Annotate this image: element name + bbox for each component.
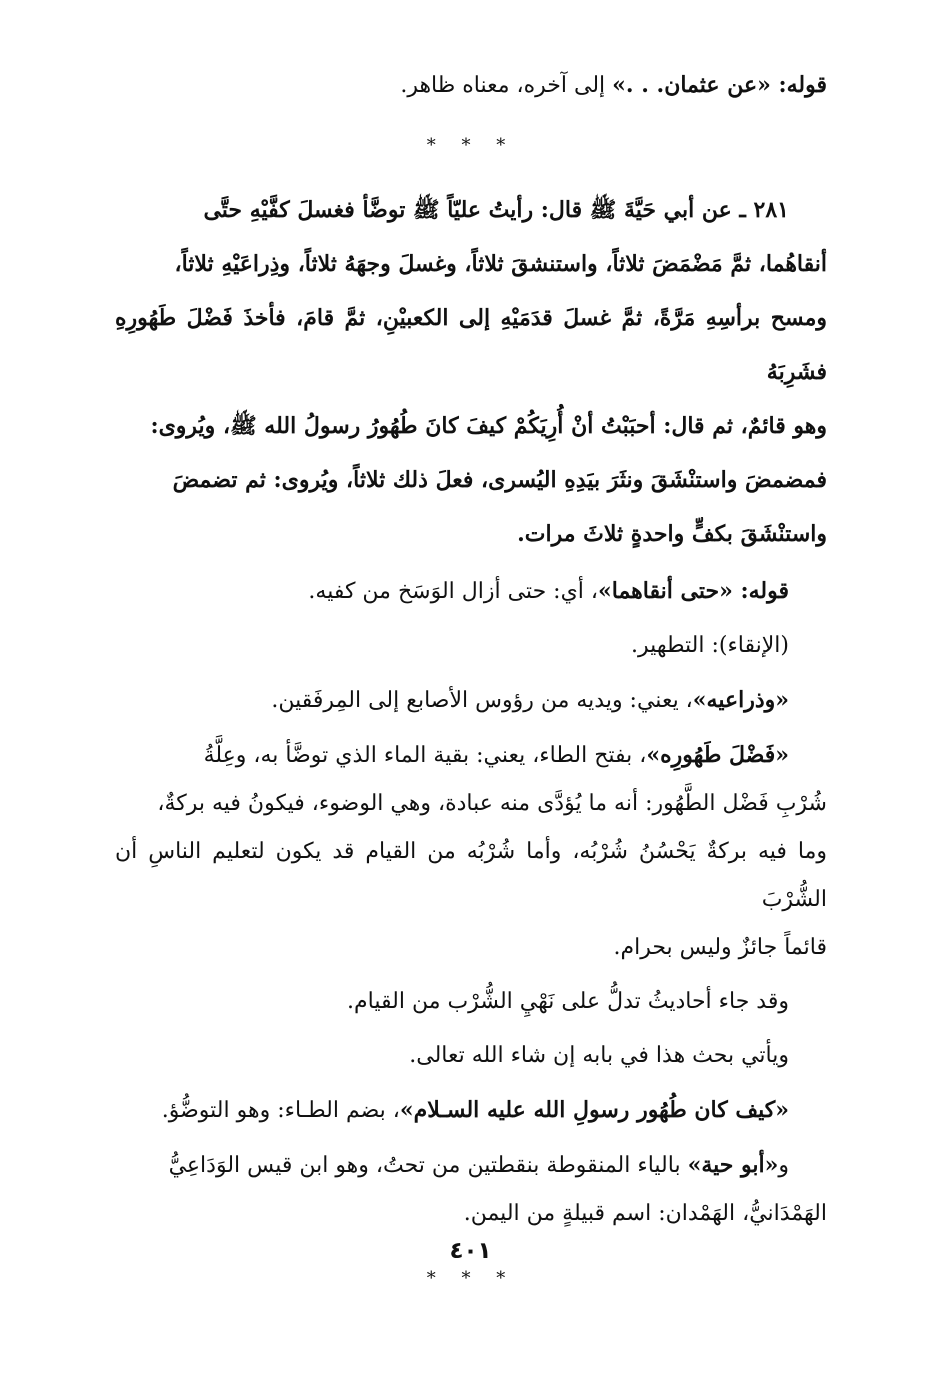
commentary-text: ، أي: حتى أزال الوَسَخ من كفيه. xyxy=(308,579,598,604)
commentary-paragraph: وقد جاء أحاديثُ تدلُّ على نَهْيِ الشُّرْب من القيام. xyxy=(347,989,789,1014)
commentary-term: قوله: «حتى أنقاهما» xyxy=(598,578,789,604)
commentary-text: بالياء المنقوطة بنقطتين من تحتُ، وهو ابن قيس الوَدَاعِيُّ xyxy=(168,1153,688,1178)
hadith-line: وهو قائمٌ، ثم قال: أحبَبْتُ أنْ أُرِيَكُمْ كيفَ كانَ طُهُورُ رسولُ الله ﷺ، ويُروى: xyxy=(150,413,827,439)
page-body xyxy=(115,62,827,1312)
commentary-term: «وذراعيه» xyxy=(692,687,789,713)
commentary-term: «كيف كان طُهُور رسولِ الله عليه السـلام» xyxy=(399,1097,789,1123)
separator-stars-top: * * * xyxy=(426,135,516,156)
commentary-line: قائماً جائزٌ وليس بحرام. xyxy=(613,935,827,960)
commentary-line: شُرْبِ فَضْل الطَّهُور: أنه ما يُؤدَّى منه عبادة، وهي الوضوء، فيكونُ فيه بركةٌ، xyxy=(157,791,827,816)
hadith-line: ومسح برأسِهِ مَرَّةً، ثمَّ غسلَ قدَمَيْهِ إلى الكعبيْنِ، ثمَّ قامَ، فأخذَ فَضْلَ طَهُورِهِ فشَرِبَهُ xyxy=(115,305,827,385)
hadith-line: أنقاهُما، ثمَّ مَضْمَضَ ثلاثاً، واستنشقَ ثلاثاً، وغسلَ وجهَهُ ثلاثاً، وذِراعَيْهِ ثلاثاً، xyxy=(174,251,827,277)
commentary-term: «أبو حية» xyxy=(687,1152,779,1178)
intro-quote: قوله: «عن عثمان. . .» xyxy=(612,72,827,98)
commentary-text: ، يعني: ويديه من رؤوس الأصابع إلى المِرفَقين. xyxy=(271,688,693,713)
commentary-term: «فَضْلَ طَهُورِه» xyxy=(646,742,789,768)
commentary-paragraph xyxy=(115,567,827,616)
hadith-281 xyxy=(115,183,827,561)
commentary-prefix: و xyxy=(778,1153,789,1178)
commentary-line xyxy=(115,1141,827,1190)
hadith-line: ٢٨١ ـ عن أبي حَيَّةَ ﷺ قال: رأيتُ عليّاً ﷺ توضَّأ فغسلَ كفَّيْهِ حتَّى xyxy=(203,197,789,223)
commentary-paragraph: (الإنقاء): التطهير. xyxy=(631,633,789,658)
commentary-paragraph: ويأتي بحث هذا في بابه إن شاء الله تعالى. xyxy=(409,1043,789,1068)
commentary-text: ، بفتح الطاء، يعني: بقية الماء الذي توضَّأ به، وعِلَّةُ xyxy=(203,743,647,768)
page-number: ٤٠١ xyxy=(449,1238,492,1264)
commentary-text: ، بضم الطـاء: وهو التوضُّؤ. xyxy=(161,1098,400,1123)
intro-line xyxy=(115,62,827,109)
separator-stars-bottom: * * * xyxy=(426,1268,516,1289)
commentary-paragraph-narrator xyxy=(115,1141,827,1238)
commentary-line xyxy=(115,731,827,780)
commentary-line: وما فيه بركةٌ يَحْسُنُ شُرْبُه، وأما شُرْبُه من القيام قد يكون لتعليم الناسِ أن الشُّرْبَ xyxy=(115,839,827,912)
commentary-line: الهَمْدَانيُّ، الهَمْدان: اسم قبيلةٍ من اليمن. xyxy=(463,1201,827,1226)
commentary-paragraph-fadl xyxy=(115,731,827,972)
commentary-paragraph xyxy=(115,1086,827,1135)
hadith-line: واستنْشَقَ بكفٍّ واحدةٍ ثلاثَ مرات. xyxy=(517,521,827,547)
intro-rest: إلى آخره، معناه ظاهر. xyxy=(400,73,613,98)
commentary-paragraph xyxy=(115,676,827,725)
hadith-line: فمضمضَ واستنْشَقَ ونثَرَ بيَدِهِ اليُسرى، فعلَ ذلك ثلاثاً، ويُروى: ثم تضمضَ xyxy=(172,467,827,493)
